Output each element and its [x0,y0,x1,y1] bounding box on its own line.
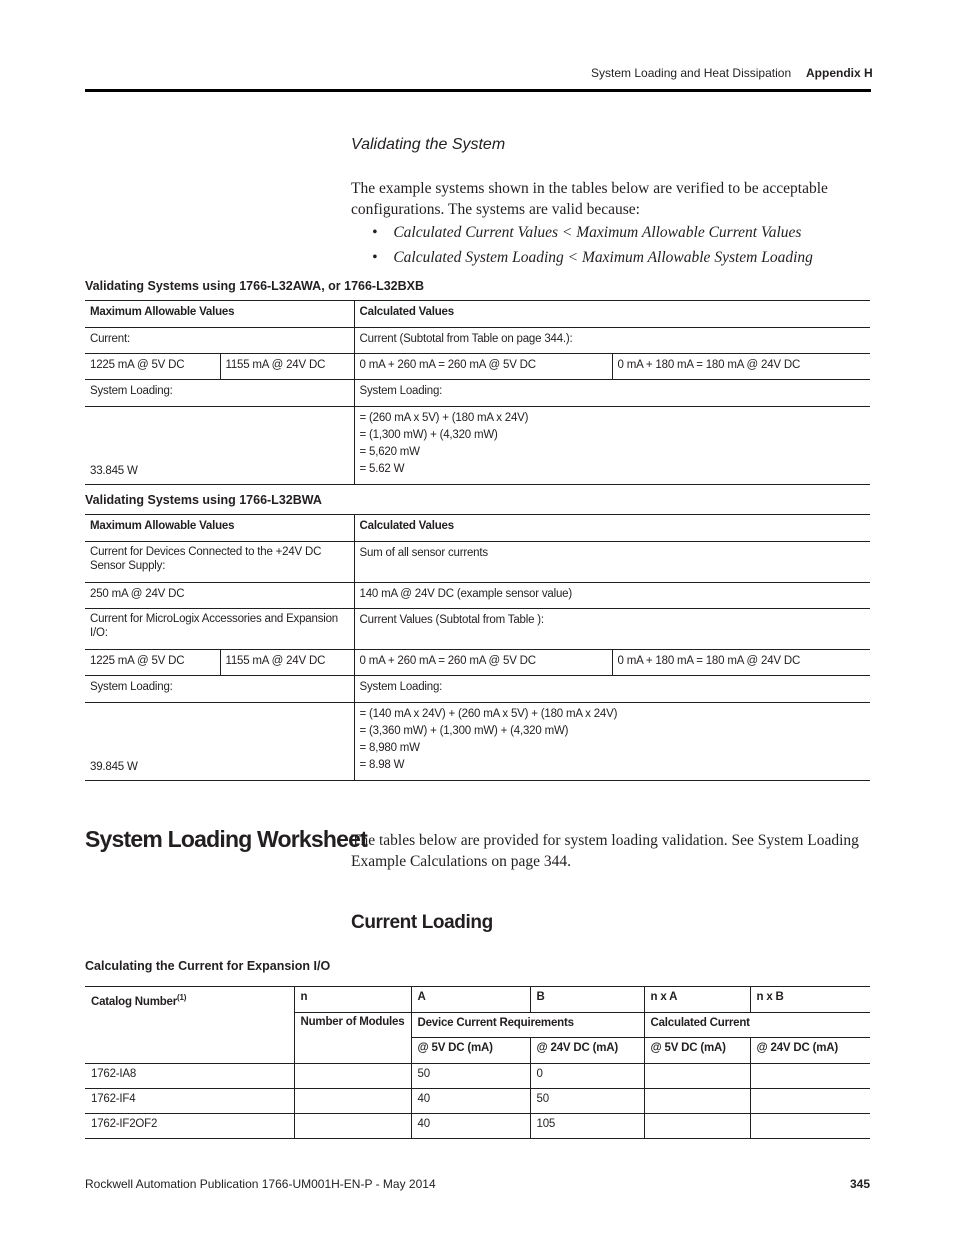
table2-max-loading: 39.845 W [85,703,354,781]
table1-current-calc-label: Current (Subtotal from Table on page 344.): [359,333,573,345]
cell-nxa[interactable] [644,1114,750,1139]
table2-max-5v: 1225 mA @ 5V DC [85,650,220,676]
table1-max-5v: 1225 mA @ 5V DC [85,354,220,380]
table-row [85,1064,870,1089]
table1-max-24v: 1155 mA @ 24V DC [220,354,354,380]
th-device-current: Device Current Requirements [411,1013,644,1038]
table2-calc-24v: 0 mA + 180 mA = 180 mA @ 24V DC [617,655,801,667]
running-header-appendix: Appendix H [806,66,873,80]
th-modules: Number of Modules [294,1013,411,1064]
calc-line: = 8,980 mW [359,742,420,754]
th-nxa: n x A [644,987,750,1013]
th-a: A [411,987,530,1013]
table1-loading-calc-label: System Loading: [359,385,443,397]
table2-loading-calc-label: System Loading: [359,681,443,693]
table2-loading-label: System Loading: [85,676,354,703]
cell-catalog: 1762-IF4 [85,1089,294,1114]
table1-loading-label: System Loading: [85,380,354,407]
calc-line: = (140 mA x 24V) + (260 mA x 5V) + (180 mA x 24V) [359,708,618,720]
table3-caption: Calculating the Current for Expansion I/O [85,959,331,973]
cell-catalog: 1762-IA8 [85,1064,294,1089]
table1-calc-24v: 0 mA + 180 mA = 180 mA @ 24V DC [617,359,801,371]
table2-calc-lines [354,703,870,781]
calc-line: = (3,360 mW) + (1,300 mW) + (4,320 mW) [359,725,569,737]
th-catalog [85,987,294,1013]
cell-catalog: 1762-IF2OF2 [85,1114,294,1139]
cell-nxa[interactable] [644,1064,750,1089]
cell-a: 50 [411,1064,530,1089]
table2-acc-label: Current for MicroLogix Accessories and Expansion I/O: [85,609,354,650]
th-nxb: n x B [750,987,870,1013]
table2-sensor-label: Current for Devices Connected to the +24V DC Sensor Supply: [85,542,354,583]
table1 [85,300,870,485]
th-nxa-5v: @ 5V DC (mA) [644,1038,750,1064]
table2-sensor-calc: 140 mA @ 24V DC (example sensor value) [359,588,572,600]
th-a-5v: @ 5V DC (mA) [411,1038,530,1064]
table1-max-loading: 33.845 W [85,407,354,485]
table-row [85,1089,870,1114]
table2-max-24v: 1155 mA @ 24V DC [220,650,354,676]
calc-line: = 8.98 W [359,759,405,771]
validating-heading: Validating the System [351,136,506,153]
running-header-title: System Loading and Heat Dissipation [591,66,792,80]
table-row [85,1114,870,1139]
th-n: n [294,987,411,1013]
table2-sensor-max: 250 mA @ 24V DC [85,583,354,609]
calc-line: = (260 mA x 5V) + (180 mA x 24V) [359,412,529,424]
table1-caption: Validating Systems using 1766-L32AWA, or 1766-L32BXB [85,279,425,293]
cell-b: 50 [530,1089,644,1114]
cell-nxa[interactable] [644,1089,750,1114]
worksheet-title: System Loading Worksheet [85,826,368,852]
table2-caption: Validating Systems using 1766-L32BWA [85,493,322,507]
th-nxb-24v: @ 24V DC (mA) [756,1042,838,1055]
table2-sensor-calc-label: Sum of all sensor currents [359,547,488,559]
table2-acc-calc-label: Current Values (Subtotal from Table ): [359,614,544,626]
expansion-io-table [85,986,870,1139]
header-rule [85,89,871,92]
worksheet-intro: The tables below are provided for system loading validation. See System Loading Example Calculations on page 344. [351,832,859,870]
calc-line: = (1,300 mW) + (4,320 mW) [359,429,498,441]
cell-n[interactable] [294,1089,411,1114]
bullet-marker: • [372,249,378,266]
cell-nxb[interactable] [750,1114,870,1139]
current-loading-heading: Current Loading [351,912,493,933]
cell-b: 105 [530,1114,644,1139]
validating-intro: The example systems shown in the tables below are verified to be acceptable configurations. The systems are valid because: [351,180,828,218]
th-catalog-spacer [85,1013,294,1064]
bullet-2 [372,249,813,267]
cell-nxb[interactable] [750,1089,870,1114]
table1-current-label: Current: [85,328,354,354]
bullet-1-text: Calculated Current Values < Maximum Allowable Current Values [393,224,802,241]
th-b-24v: @ 24V DC (mA) [530,1038,644,1064]
th-calculated-current: Calculated Current [644,1013,870,1038]
table1-col-calc: Calculated Values [359,306,454,318]
calc-line: = 5.62 W [359,463,405,475]
table1-calc-5v: 0 mA + 260 mA = 260 mA @ 5V DC [354,354,612,380]
th-b: B [530,987,644,1013]
cell-n[interactable] [294,1064,411,1089]
footnote-marker: (1) [177,993,187,1002]
table2-col-max: Maximum Allowable Values [85,515,354,542]
bullet-2-text: Calculated System Loading < Maximum Allowable System Loading [393,249,813,266]
calc-line: = 5,620 mW [359,446,420,458]
cell-n[interactable] [294,1114,411,1139]
cell-nxb[interactable] [750,1064,870,1089]
table2-calc-5v: 0 mA + 260 mA = 260 mA @ 5V DC [354,650,612,676]
page-number: 345 [850,1177,871,1191]
table1-col-max: Maximum Allowable Values [85,301,354,328]
th-catalog-text: Catalog Number [91,995,178,1008]
cell-b: 0 [530,1064,644,1089]
cell-a: 40 [411,1089,530,1114]
bullet-marker: • [372,224,378,241]
table1-calc-lines [354,407,870,485]
table2-col-calc: Calculated Values [359,520,454,532]
footer-publication: Rockwell Automation Publication 1766-UM001H-EN-P - May 2014 [85,1177,436,1191]
bullet-1 [372,224,801,242]
cell-a: 40 [411,1114,530,1139]
table2 [85,514,870,781]
